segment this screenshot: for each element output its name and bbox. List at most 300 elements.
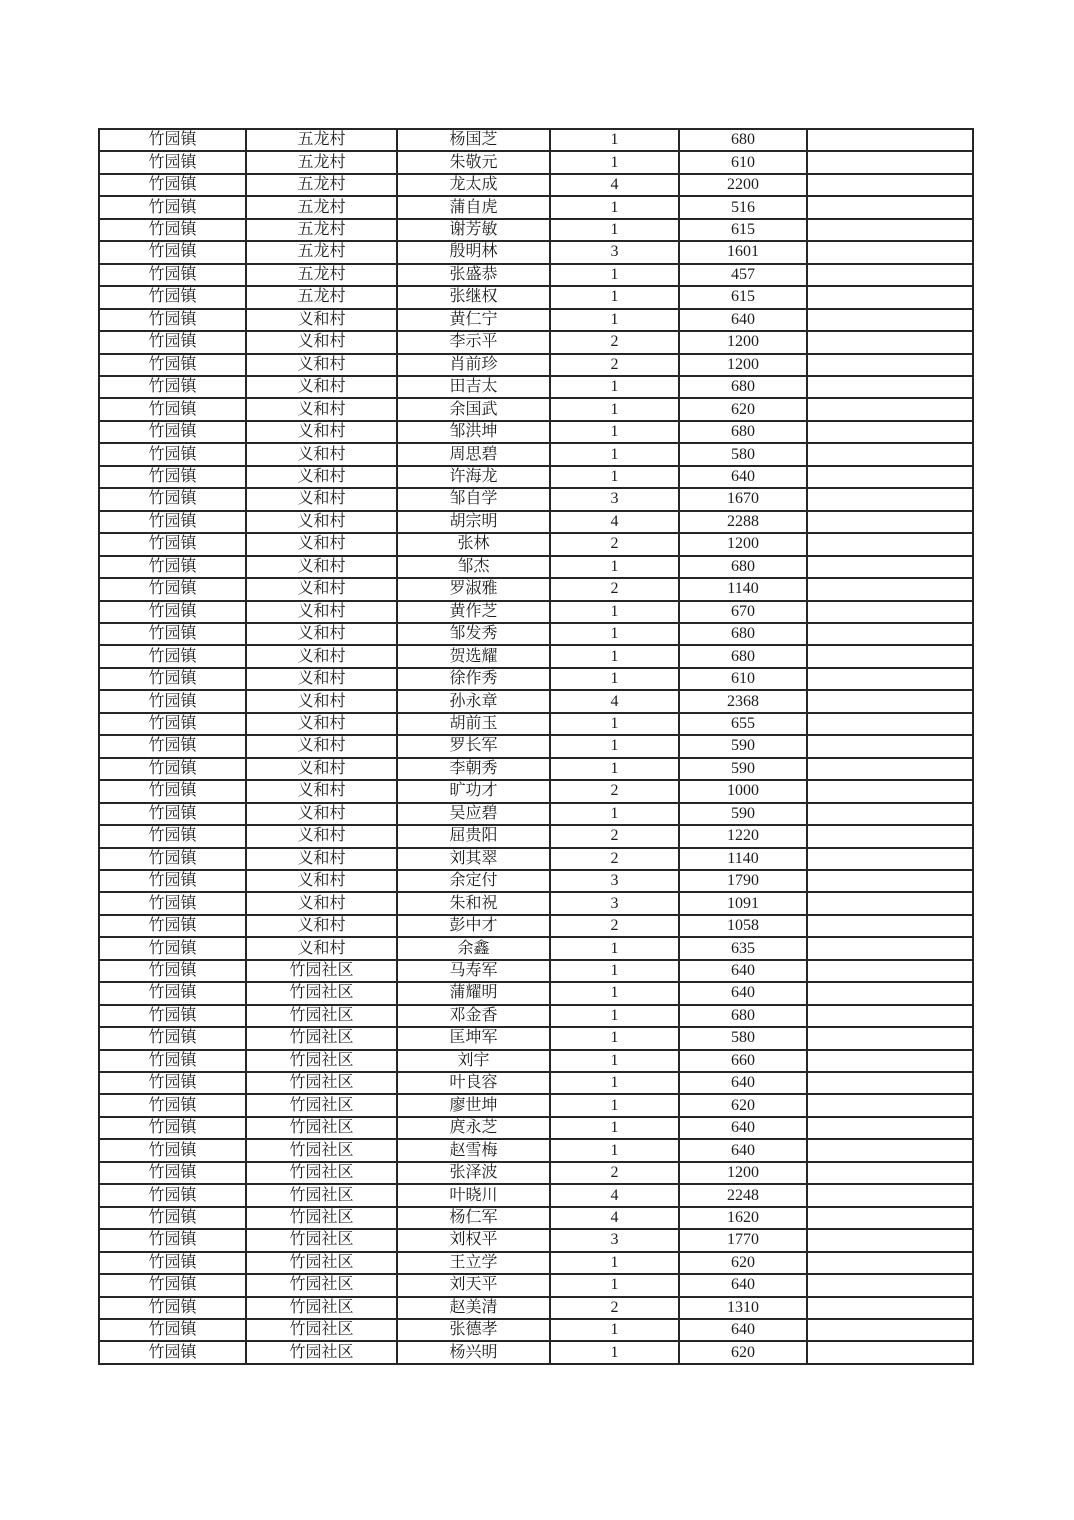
cell-note [807,264,973,286]
cell-name: 叶良容 [397,1072,550,1094]
cell-name: 李朝秀 [397,758,550,780]
cell-village: 义和村 [246,488,397,510]
cell-name: 张继权 [397,286,550,308]
table-row [99,1005,973,1027]
cell-count: 1 [550,443,679,465]
table-row [99,758,973,780]
cell-count: 1 [550,1094,679,1116]
cell-note [807,376,973,398]
cell-village: 竹园社区 [246,1229,397,1251]
cell-name: 李示平 [397,331,550,353]
cell-village: 义和村 [246,443,397,465]
cell-note [807,668,973,690]
cell-village: 竹园社区 [246,960,397,982]
cell-name: 王立学 [397,1252,550,1274]
cell-name: 谢芳敏 [397,219,550,241]
cell-town: 竹园镇 [99,645,246,667]
cell-note [807,196,973,218]
table-row [99,196,973,218]
cell-town: 竹园镇 [99,758,246,780]
cell-town: 竹园镇 [99,466,246,488]
cell-town: 竹园镇 [99,803,246,825]
cell-count: 1 [550,645,679,667]
cell-village: 义和村 [246,601,397,623]
cell-note [807,1274,973,1296]
cell-town: 竹园镇 [99,488,246,510]
cell-note [807,466,973,488]
cell-name: 张盛恭 [397,264,550,286]
table-row [99,151,973,173]
cell-name: 邹发秀 [397,623,550,645]
cell-amount: 1000 [679,780,807,802]
cell-count: 2 [550,825,679,847]
cell-name: 肖前珍 [397,354,550,376]
cell-name: 马寿军 [397,960,550,982]
cell-note [807,780,973,802]
cell-name: 杨兴明 [397,1341,550,1364]
cell-amount: 2288 [679,511,807,533]
cell-count: 1 [550,421,679,443]
cell-amount: 1220 [679,825,807,847]
cell-note [807,1139,973,1161]
cell-amount: 590 [679,758,807,780]
cell-town: 竹园镇 [99,443,246,465]
table-row [99,780,973,802]
cell-town: 竹园镇 [99,1139,246,1161]
cell-village: 竹园社区 [246,1184,397,1206]
cell-count: 1 [550,151,679,173]
cell-village: 义和村 [246,690,397,712]
cell-village: 五龙村 [246,286,397,308]
cell-town: 竹园镇 [99,376,246,398]
cell-town: 竹园镇 [99,735,246,757]
cell-town: 竹园镇 [99,1072,246,1094]
cell-town: 竹园镇 [99,601,246,623]
cell-town: 竹园镇 [99,1229,246,1251]
cell-name: 孙永章 [397,690,550,712]
cell-village: 义和村 [246,758,397,780]
cell-town: 竹园镇 [99,1341,246,1364]
cell-note [807,1297,973,1319]
cell-amount: 1140 [679,848,807,870]
cell-count: 2 [550,848,679,870]
cell-name: 罗长军 [397,735,550,757]
table-row [99,645,973,667]
cell-town: 竹园镇 [99,331,246,353]
cell-count: 1 [550,601,679,623]
cell-name: 吴应碧 [397,803,550,825]
cell-village: 义和村 [246,735,397,757]
cell-note [807,511,973,533]
cell-village: 竹园社区 [246,1027,397,1049]
cell-town: 竹园镇 [99,151,246,173]
cell-village: 五龙村 [246,264,397,286]
cell-village: 五龙村 [246,219,397,241]
cell-amount: 640 [679,960,807,982]
cell-village: 竹园社区 [246,1005,397,1027]
cell-count: 1 [550,668,679,690]
cell-village: 竹园社区 [246,982,397,1004]
cell-name: 旷功才 [397,780,550,802]
cell-count: 4 [550,511,679,533]
cell-name: 龙太成 [397,174,550,196]
cell-town: 竹园镇 [99,398,246,420]
table-row [99,309,973,331]
cell-name: 邹杰 [397,556,550,578]
cell-village: 五龙村 [246,196,397,218]
table-row [99,892,973,914]
cell-count: 1 [550,398,679,420]
cell-name: 彭中才 [397,915,550,937]
table-row [99,690,973,712]
cell-amount: 1200 [679,533,807,555]
cell-note [807,151,973,173]
table-row [99,1050,973,1072]
cell-note [807,421,973,443]
cell-village: 义和村 [246,578,397,600]
cell-amount: 620 [679,398,807,420]
cell-count: 1 [550,735,679,757]
cell-name: 邓金香 [397,1005,550,1027]
cell-town: 竹园镇 [99,1094,246,1116]
cell-count: 2 [550,780,679,802]
cell-town: 竹园镇 [99,1117,246,1139]
cell-amount: 640 [679,309,807,331]
cell-town: 竹园镇 [99,1207,246,1229]
table-row [99,1072,973,1094]
table-row [99,241,973,263]
cell-name: 蒲耀明 [397,982,550,1004]
cell-town: 竹园镇 [99,511,246,533]
cell-name: 匡坤军 [397,1027,550,1049]
cell-note [807,960,973,982]
cell-note [807,241,973,263]
cell-town: 竹园镇 [99,1005,246,1027]
cell-count: 1 [550,623,679,645]
cell-amount: 640 [679,1072,807,1094]
cell-note [807,915,973,937]
table-row [99,488,973,510]
cell-count: 1 [550,1341,679,1364]
cell-note [807,1005,973,1027]
cell-village: 五龙村 [246,129,397,151]
cell-count: 1 [550,1050,679,1072]
cell-note [807,623,973,645]
cell-village: 竹园社区 [246,1072,397,1094]
cell-note [807,601,973,623]
cell-village: 竹园社区 [246,1274,397,1296]
cell-count: 1 [550,1117,679,1139]
cell-amount: 1058 [679,915,807,937]
cell-name: 朱敬元 [397,151,550,173]
cell-amount: 620 [679,1341,807,1364]
cell-town: 竹园镇 [99,129,246,151]
cell-village: 五龙村 [246,174,397,196]
subsidy-table [98,128,974,1365]
cell-count: 1 [550,264,679,286]
cell-amount: 2368 [679,690,807,712]
cell-amount: 1200 [679,331,807,353]
cell-count: 3 [550,241,679,263]
cell-amount: 660 [679,1050,807,1072]
cell-village: 义和村 [246,713,397,735]
cell-village: 义和村 [246,668,397,690]
cell-name: 罗淑雅 [397,578,550,600]
cell-village: 义和村 [246,533,397,555]
cell-note [807,398,973,420]
table-row [99,915,973,937]
cell-name: 殷明林 [397,241,550,263]
cell-village: 竹园社区 [246,1050,397,1072]
table-row [99,398,973,420]
table-row [99,1252,973,1274]
cell-amount: 590 [679,803,807,825]
cell-amount: 640 [679,466,807,488]
cell-note [807,219,973,241]
cell-village: 竹园社区 [246,1252,397,1274]
cell-amount: 640 [679,1139,807,1161]
cell-town: 竹园镇 [99,915,246,937]
cell-name: 田吉太 [397,376,550,398]
cell-amount: 680 [679,376,807,398]
cell-name: 周思碧 [397,443,550,465]
table-row [99,129,973,151]
cell-village: 义和村 [246,354,397,376]
cell-amount: 1140 [679,578,807,600]
cell-amount: 680 [679,556,807,578]
cell-count: 1 [550,1072,679,1094]
cell-town: 竹园镇 [99,1319,246,1341]
cell-amount: 2248 [679,1184,807,1206]
cell-town: 竹园镇 [99,264,246,286]
cell-amount: 1200 [679,1162,807,1184]
cell-amount: 680 [679,1005,807,1027]
table-row [99,1162,973,1184]
cell-note [807,1072,973,1094]
cell-amount: 2200 [679,174,807,196]
cell-town: 竹园镇 [99,960,246,982]
cell-note [807,1162,973,1184]
cell-amount: 670 [679,601,807,623]
cell-note [807,533,973,555]
cell-town: 竹园镇 [99,1252,246,1274]
cell-village: 义和村 [246,623,397,645]
cell-name: 刘宇 [397,1050,550,1072]
cell-town: 竹园镇 [99,1274,246,1296]
table-row [99,1274,973,1296]
cell-town: 竹园镇 [99,825,246,847]
cell-amount: 590 [679,735,807,757]
cell-town: 竹园镇 [99,1027,246,1049]
cell-town: 竹园镇 [99,578,246,600]
cell-amount: 580 [679,1027,807,1049]
cell-count: 4 [550,690,679,712]
table-row [99,578,973,600]
cell-name: 庹永芝 [397,1117,550,1139]
cell-note [807,129,973,151]
cell-town: 竹园镇 [99,219,246,241]
table-row [99,421,973,443]
cell-count: 3 [550,1229,679,1251]
cell-amount: 516 [679,196,807,218]
cell-note [807,690,973,712]
cell-village: 义和村 [246,780,397,802]
cell-note [807,488,973,510]
cell-count: 1 [550,466,679,488]
cell-village: 义和村 [246,511,397,533]
cell-village: 义和村 [246,870,397,892]
cell-count: 2 [550,331,679,353]
cell-town: 竹园镇 [99,1050,246,1072]
cell-note [807,1319,973,1341]
cell-count: 4 [550,1207,679,1229]
cell-village: 义和村 [246,848,397,870]
cell-town: 竹园镇 [99,892,246,914]
cell-town: 竹园镇 [99,848,246,870]
cell-village: 义和村 [246,645,397,667]
cell-count: 2 [550,1297,679,1319]
cell-count: 4 [550,174,679,196]
cell-note [807,1341,973,1364]
cell-name: 刘其翠 [397,848,550,870]
cell-amount: 1200 [679,354,807,376]
cell-count: 1 [550,196,679,218]
cell-amount: 680 [679,129,807,151]
cell-amount: 1091 [679,892,807,914]
cell-count: 2 [550,1162,679,1184]
cell-amount: 620 [679,1094,807,1116]
cell-village: 竹园社区 [246,1341,397,1364]
cell-town: 竹园镇 [99,309,246,331]
cell-town: 竹园镇 [99,937,246,959]
cell-name: 张泽波 [397,1162,550,1184]
cell-count: 2 [550,915,679,937]
table-row [99,1094,973,1116]
table-row [99,1027,973,1049]
cell-note [807,331,973,353]
cell-name: 屈贵阳 [397,825,550,847]
cell-note [807,354,973,376]
table-row [99,219,973,241]
cell-note [807,174,973,196]
table-row [99,668,973,690]
table-row [99,1184,973,1206]
cell-count: 1 [550,1027,679,1049]
cell-note [807,848,973,870]
cell-village: 五龙村 [246,241,397,263]
cell-town: 竹园镇 [99,421,246,443]
cell-note [807,1207,973,1229]
cell-village: 义和村 [246,331,397,353]
cell-count: 1 [550,1252,679,1274]
cell-note [807,286,973,308]
cell-count: 1 [550,376,679,398]
table-row [99,264,973,286]
cell-count: 1 [550,1005,679,1027]
cell-count: 2 [550,578,679,600]
table-row [99,354,973,376]
cell-name: 胡宗明 [397,511,550,533]
cell-note [807,645,973,667]
table-row [99,803,973,825]
table-row [99,331,973,353]
cell-note [807,443,973,465]
cell-name: 叶晓川 [397,1184,550,1206]
cell-village: 竹园社区 [246,1162,397,1184]
cell-village: 义和村 [246,825,397,847]
cell-village: 竹园社区 [246,1297,397,1319]
cell-town: 竹园镇 [99,196,246,218]
cell-village: 义和村 [246,398,397,420]
cell-village: 义和村 [246,376,397,398]
cell-amount: 610 [679,668,807,690]
table-row [99,533,973,555]
cell-town: 竹园镇 [99,241,246,263]
cell-name: 刘天平 [397,1274,550,1296]
cell-count: 1 [550,129,679,151]
table-row [99,870,973,892]
cell-name: 杨国芝 [397,129,550,151]
cell-amount: 615 [679,286,807,308]
cell-name: 徐作秀 [397,668,550,690]
cell-name: 刘权平 [397,1229,550,1251]
table-row [99,1207,973,1229]
cell-town: 竹园镇 [99,690,246,712]
cell-count: 1 [550,713,679,735]
cell-note [807,892,973,914]
cell-amount: 610 [679,151,807,173]
cell-town: 竹园镇 [99,174,246,196]
cell-amount: 615 [679,219,807,241]
cell-note [807,1117,973,1139]
cell-town: 竹园镇 [99,1162,246,1184]
cell-count: 2 [550,533,679,555]
cell-amount: 640 [679,1117,807,1139]
cell-name: 邹洪坤 [397,421,550,443]
cell-village: 竹园社区 [246,1207,397,1229]
cell-note [807,1050,973,1072]
cell-note [807,1094,973,1116]
cell-amount: 680 [679,623,807,645]
cell-name: 余国武 [397,398,550,420]
cell-count: 2 [550,354,679,376]
table-row [99,511,973,533]
cell-amount: 640 [679,1319,807,1341]
cell-name: 余定付 [397,870,550,892]
cell-town: 竹园镇 [99,982,246,1004]
cell-note [807,803,973,825]
cell-name: 黄作芝 [397,601,550,623]
table-row [99,601,973,623]
cell-town: 竹园镇 [99,713,246,735]
cell-note [807,758,973,780]
cell-note [807,578,973,600]
cell-count: 1 [550,286,679,308]
table-row [99,1139,973,1161]
cell-town: 竹园镇 [99,668,246,690]
cell-count: 1 [550,309,679,331]
cell-count: 1 [550,1274,679,1296]
cell-name: 张林 [397,533,550,555]
cell-count: 1 [550,982,679,1004]
cell-note [807,870,973,892]
table-row [99,623,973,645]
cell-count: 4 [550,1184,679,1206]
cell-amount: 640 [679,1274,807,1296]
cell-count: 1 [550,803,679,825]
cell-note [807,1027,973,1049]
cell-name: 张德孝 [397,1319,550,1341]
